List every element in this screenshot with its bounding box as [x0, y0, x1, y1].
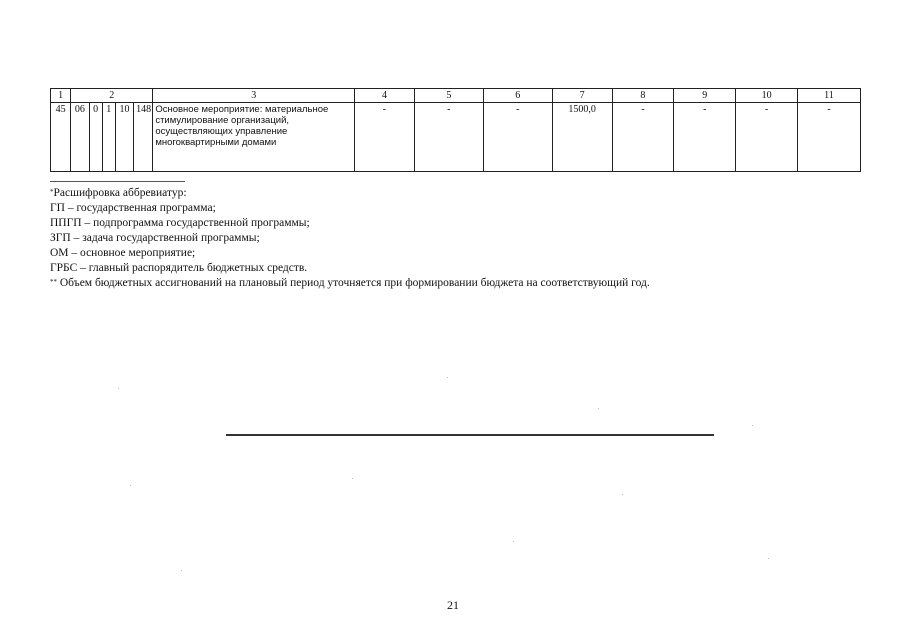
cell-col-6: - — [483, 103, 552, 172]
cell-col-9: - — [674, 103, 736, 172]
cell-code-part-4: 10 — [115, 103, 133, 172]
scan-speck — [598, 408, 599, 409]
header-col-8: 8 — [612, 89, 674, 103]
cell-col-11: - — [797, 103, 860, 172]
cell-gp-code: 45 — [51, 103, 71, 172]
header-col-6: 6 — [483, 89, 552, 103]
header-col-7: 7 — [552, 89, 612, 103]
footnote-2-line — [50, 276, 650, 291]
scan-speck — [130, 485, 131, 486]
scan-speck — [118, 388, 119, 389]
header-col-1: 1 — [51, 89, 71, 103]
abbr-zgp: ЗГП – задача государственной программы; — [50, 232, 260, 244]
header-col-3: 3 — [153, 89, 355, 103]
scan-speck — [447, 377, 448, 378]
footnotes — [50, 186, 650, 291]
header-col-5: 5 — [414, 89, 483, 103]
cell-col-4: - — [355, 103, 415, 172]
cell-col-10: - — [736, 103, 798, 172]
scan-speck — [768, 558, 769, 559]
page-number: 21 — [447, 598, 459, 612]
header-col-4: 4 — [355, 89, 415, 103]
budget-table — [50, 88, 861, 172]
scan-speck — [752, 425, 753, 426]
footnote-mark-2: ** — [50, 278, 57, 286]
abbr-gp: ГП – государственная программа; — [50, 202, 216, 214]
cell-code-part-5: 148 — [134, 103, 153, 172]
footnote-2-text: Объем бюджетных ассигнований на плановый период уточняется при формировании бюджета на соответствующий год. — [59, 277, 650, 289]
abbr-om: ОМ – основное мероприятие; — [50, 247, 196, 259]
cell-code-part-2: 0 — [89, 103, 102, 172]
header-col-2: 2 — [71, 89, 153, 103]
abbr-grbs: ГРБС – главный распорядитель бюджетных средств. — [50, 262, 308, 274]
scan-speck — [622, 494, 623, 495]
cell-col-8: - — [612, 103, 674, 172]
footnote-title: Расшифровка аббревиатур: — [53, 187, 187, 199]
footnote-title-line — [50, 186, 650, 201]
scan-speck — [181, 570, 182, 571]
end-of-document-line — [226, 434, 714, 436]
header-col-10: 10 — [736, 89, 798, 103]
cell-code-part-3: 1 — [102, 103, 115, 172]
footnote-mark-1: * — [50, 188, 54, 196]
abbr-ppgp: ППГП – подпрограмма государственной программы; — [50, 217, 310, 229]
cell-description: Основное мероприятие: материальное стимулирование организаций, осуществляющих управление многоквартирными домами — [153, 103, 355, 172]
header-col-9: 9 — [674, 89, 736, 103]
cell-col-7: 1500,0 — [552, 103, 612, 172]
scan-speck — [513, 541, 514, 542]
footnote-separator — [50, 181, 185, 182]
scan-speck — [352, 478, 353, 479]
header-col-11: 11 — [797, 89, 860, 103]
table-header-row — [51, 89, 861, 103]
cell-code-part-1: 06 — [71, 103, 89, 172]
cell-col-5: - — [414, 103, 483, 172]
table-row — [51, 103, 861, 172]
